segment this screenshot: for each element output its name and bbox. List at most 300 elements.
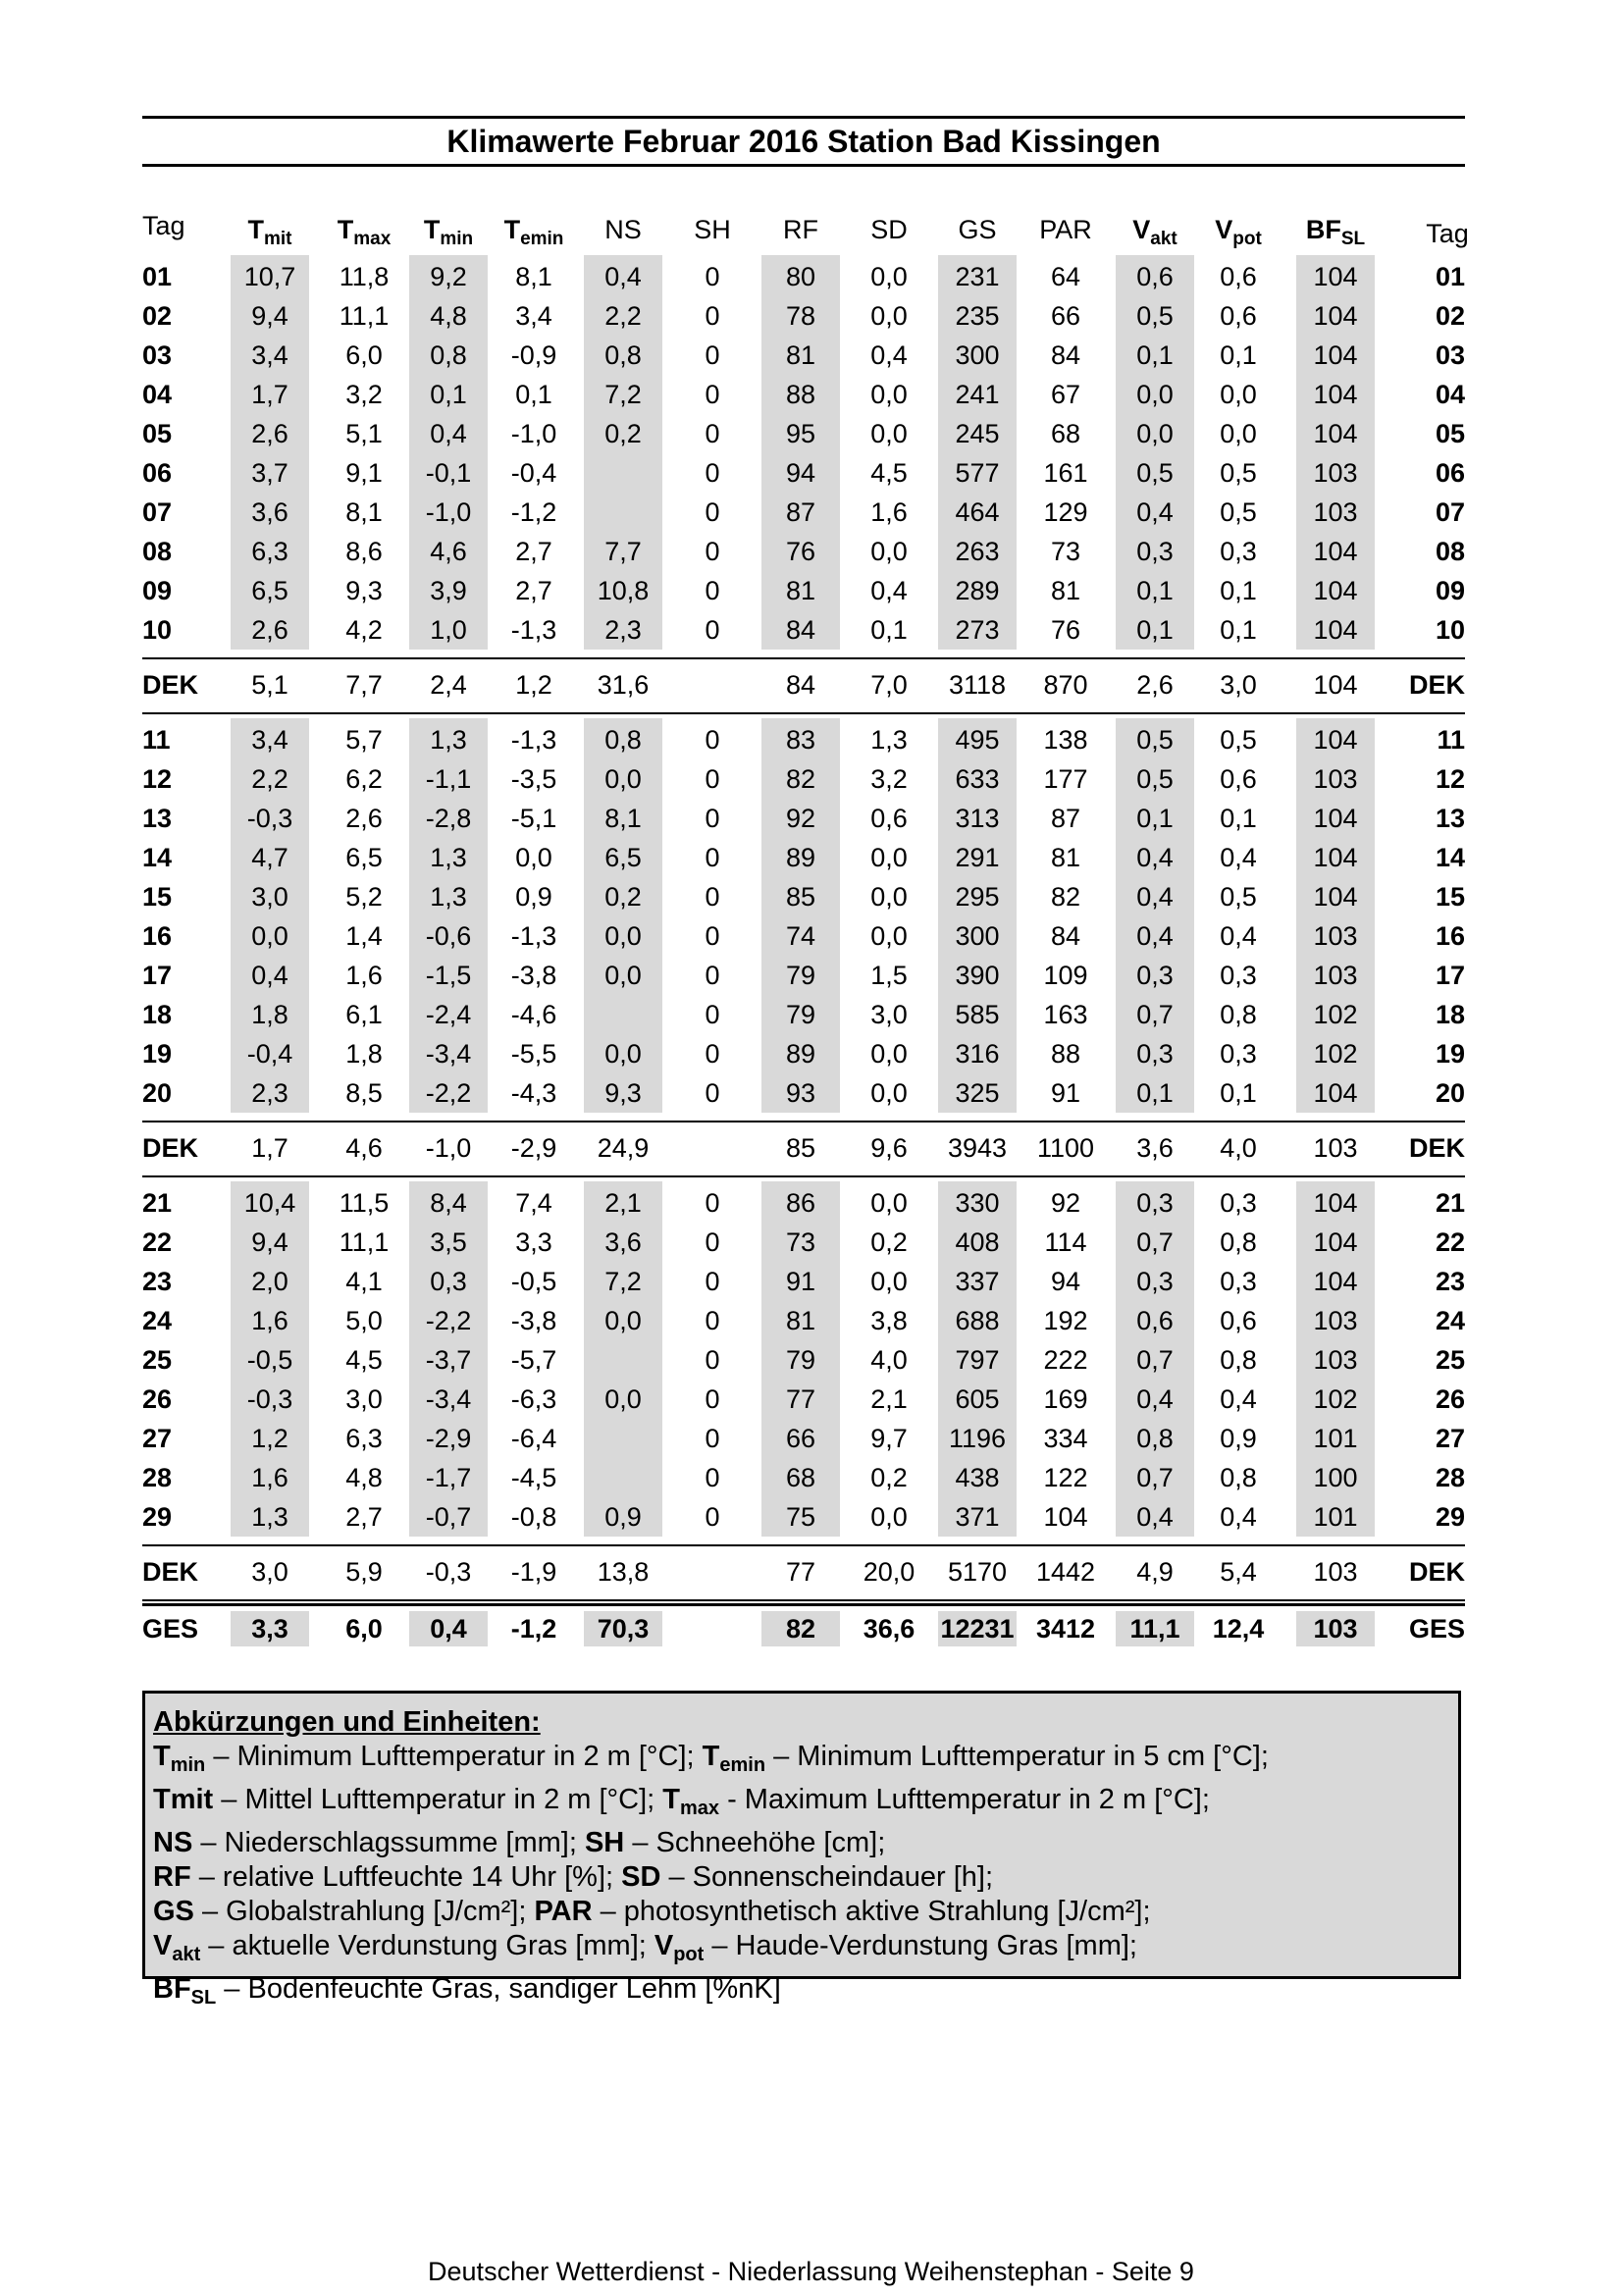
column-header-label: RF xyxy=(783,215,818,244)
table-row xyxy=(142,610,1465,650)
cell-vpot: 5,4 xyxy=(1220,1557,1257,1587)
cell-vakt: 0,4 xyxy=(1136,921,1174,951)
cell-vakt: 0,6 xyxy=(1136,262,1174,291)
cell-rf: 85 xyxy=(785,1133,816,1163)
cell-tmax: 8,1 xyxy=(345,497,383,527)
cell-ns: 0,0 xyxy=(604,1384,642,1414)
cell-tmit: 1,7 xyxy=(251,1133,288,1163)
cell-tag2: 12 xyxy=(1435,764,1465,794)
cell-vakt: 0,8 xyxy=(1136,1424,1174,1453)
cell-tmit: 4,7 xyxy=(251,843,288,872)
legend-text: – Sonnenscheindauer [h]; xyxy=(660,1861,994,1893)
table-row xyxy=(142,1458,1465,1497)
cell-tmax: 11,1 xyxy=(339,1227,390,1257)
cell-tmin: 4,8 xyxy=(430,301,467,331)
cell-vakt: 0,6 xyxy=(1136,1306,1174,1335)
cell-tmit: 6,5 xyxy=(251,576,288,605)
cell-rf: 84 xyxy=(785,615,816,645)
table-row xyxy=(142,720,1465,759)
cell-vpot: 0,6 xyxy=(1220,262,1257,291)
cell-rf: 73 xyxy=(785,1227,816,1257)
cell-tmax: 9,1 xyxy=(345,458,383,488)
cell-ns: 0,0 xyxy=(604,961,642,990)
cell-sh: 0 xyxy=(705,882,720,912)
cell-tag: 18 xyxy=(142,1000,173,1029)
cell-tmit: 1,6 xyxy=(251,1306,288,1335)
cell-tag2: DEK xyxy=(1408,1133,1465,1163)
cell-vpot: 0,4 xyxy=(1220,1502,1257,1532)
dekade-row xyxy=(142,665,1465,704)
cell-vpot: 0,1 xyxy=(1220,804,1257,833)
cell-vakt: 11,1 xyxy=(1129,1614,1180,1644)
cell-bf: 103 xyxy=(1313,458,1358,488)
cell-ns: 70,3 xyxy=(597,1614,650,1644)
cell-tmax: 6,0 xyxy=(345,1614,383,1644)
table-row xyxy=(142,493,1465,532)
cell-ns: 7,2 xyxy=(604,380,642,409)
cell-ns: 13,8 xyxy=(597,1557,650,1587)
cell-tmit: 2,0 xyxy=(251,1267,288,1296)
cell-par: 92 xyxy=(1050,1188,1081,1218)
cell-par: 177 xyxy=(1043,764,1088,794)
column-header-subscript: akt xyxy=(1150,229,1177,249)
legend-subscript: max xyxy=(679,1798,720,1819)
column-header-label: NS xyxy=(604,215,642,244)
cell-vpot: 0,1 xyxy=(1220,576,1257,605)
table-row xyxy=(142,571,1465,610)
cell-sh xyxy=(673,1552,752,1592)
cell-par: 129 xyxy=(1043,497,1088,527)
cell-temin: -5,5 xyxy=(510,1039,557,1069)
cell-sd: 0,0 xyxy=(870,1267,908,1296)
legend-text: – relative Luftfeuchte 14 Uhr [%]; xyxy=(190,1861,622,1893)
cell-bf: 103 xyxy=(1313,497,1358,527)
cell-tag: 03 xyxy=(142,340,173,370)
cell-tag2: 10 xyxy=(1435,615,1465,645)
cell-tmax: 6,3 xyxy=(345,1424,383,1453)
cell-vakt: 0,1 xyxy=(1136,1078,1174,1108)
legend-title: Abkürzungen und Einheiten: xyxy=(153,1706,541,1738)
cell-temin: -1,3 xyxy=(510,725,557,755)
cell-gs: 273 xyxy=(955,615,1000,645)
cell-bf: 104 xyxy=(1313,804,1358,833)
cell-vakt: 0,5 xyxy=(1136,725,1174,755)
cell-par: 222 xyxy=(1043,1345,1088,1375)
cell-rf: 78 xyxy=(785,301,816,331)
cell-gs: 1196 xyxy=(948,1424,1007,1453)
cell-sh: 0 xyxy=(705,1463,720,1492)
cell-gs: 316 xyxy=(955,1039,1000,1069)
cell-par: 88 xyxy=(1050,1039,1081,1069)
cell-vpot: 0,8 xyxy=(1220,1227,1257,1257)
cell-tmit: 3,0 xyxy=(251,882,288,912)
cell-rf: 79 xyxy=(785,1000,816,1029)
legend-text: – photosynthetisch aktive Strahlung [J/cm²]; xyxy=(592,1896,1151,1927)
cell-tmin: -1,5 xyxy=(425,961,472,990)
cell-sh: 0 xyxy=(705,615,720,645)
cell-sh: 0 xyxy=(705,1227,720,1257)
cell-ns: 24,9 xyxy=(597,1133,650,1163)
cell-rf: 74 xyxy=(785,921,816,951)
cell-vakt: 2,6 xyxy=(1136,670,1174,700)
cell-gs: 577 xyxy=(955,458,1000,488)
table-row xyxy=(142,956,1465,995)
cell-tmax: 6,5 xyxy=(345,843,383,872)
cell-tmin: 9,2 xyxy=(430,262,467,291)
column-header-label: GS xyxy=(958,215,997,244)
cell-tmax: 5,1 xyxy=(345,419,383,448)
cell-gs: 797 xyxy=(955,1345,1000,1375)
cell-sd: 0,0 xyxy=(870,1502,908,1532)
cell-vakt: 0,4 xyxy=(1136,1384,1174,1414)
cell-tmin: 4,6 xyxy=(430,537,467,566)
table-row xyxy=(142,414,1465,453)
cell-tag: GES xyxy=(142,1614,199,1644)
cell-par: 1442 xyxy=(1035,1557,1096,1587)
cell-rf: 87 xyxy=(785,497,816,527)
column-header-tmin xyxy=(409,206,488,253)
cell-gs: 5170 xyxy=(947,1557,1008,1587)
cell-sd: 0,0 xyxy=(870,301,908,331)
cell-sh: 0 xyxy=(705,419,720,448)
cell-tag: 02 xyxy=(142,301,173,331)
column-header-bf xyxy=(1295,206,1376,253)
column-header-label: V xyxy=(1215,215,1233,244)
cell-tag2: 28 xyxy=(1435,1463,1465,1492)
table-row xyxy=(142,759,1465,799)
cell-rf: 75 xyxy=(785,1502,816,1532)
legend-line xyxy=(153,1895,1450,1929)
cell-rf: 83 xyxy=(785,725,816,755)
column-header-temin xyxy=(493,206,575,253)
cell-tag2: 17 xyxy=(1435,961,1465,990)
cell-tag2: 13 xyxy=(1435,804,1465,833)
cell-tmit: -0,3 xyxy=(246,1384,293,1414)
cell-gs: 495 xyxy=(955,725,1000,755)
cell-tag2: 01 xyxy=(1435,262,1465,291)
cell-vakt: 0,5 xyxy=(1136,764,1174,794)
cell-tmin: 1,0 xyxy=(430,615,467,645)
divider xyxy=(142,1599,1465,1601)
legend-line xyxy=(153,1740,1450,1783)
cell-tmax: 5,2 xyxy=(345,882,383,912)
cell-temin: 0,9 xyxy=(515,882,552,912)
cell-rf: 94 xyxy=(785,458,816,488)
cell-temin: 7,4 xyxy=(515,1188,552,1218)
cell-tag2: 07 xyxy=(1435,497,1465,527)
legend-line xyxy=(153,1929,1450,1972)
cell-sh: 0 xyxy=(705,458,720,488)
cell-gs: 688 xyxy=(955,1306,1000,1335)
cell-tag: 26 xyxy=(142,1384,173,1414)
column-header-label: Tag xyxy=(1426,219,1469,248)
column-header-subscript: max xyxy=(353,229,392,249)
cell-vakt: 0,4 xyxy=(1136,497,1174,527)
cell-tmax: 4,6 xyxy=(345,1133,383,1163)
cell-vakt: 0,3 xyxy=(1136,1039,1174,1069)
column-header-rf xyxy=(761,206,840,253)
cell-rf: 92 xyxy=(785,804,816,833)
cell-tmit: 9,4 xyxy=(251,1227,288,1257)
cell-ns xyxy=(584,1340,662,1380)
cell-rf: 77 xyxy=(785,1557,816,1587)
cell-tmax: 9,3 xyxy=(345,576,383,605)
cell-vpot: 0,6 xyxy=(1220,301,1257,331)
cell-ns xyxy=(584,995,662,1034)
cell-tmax: 3,0 xyxy=(345,1384,383,1414)
column-header-subscript: SL xyxy=(1340,229,1366,249)
cell-par: 81 xyxy=(1050,843,1081,872)
cell-temin: -1,3 xyxy=(510,615,557,645)
cell-rf: 89 xyxy=(785,843,816,872)
cell-vpot: 0,8 xyxy=(1220,1345,1257,1375)
cell-bf: 104 xyxy=(1313,615,1358,645)
cell-tmit: 1,2 xyxy=(251,1424,288,1453)
column-header-label: Tag xyxy=(142,211,185,240)
cell-temin: 3,4 xyxy=(515,301,552,331)
cell-temin: -4,5 xyxy=(510,1463,557,1492)
column-header-sd xyxy=(850,206,928,253)
cell-sd: 1,3 xyxy=(870,725,908,755)
cell-ns xyxy=(584,493,662,532)
cell-bf: 104 xyxy=(1313,882,1358,912)
legend-term: NS xyxy=(153,1827,193,1858)
page-title: Klimawerte Februar 2016 Station Bad Kissingen xyxy=(142,116,1465,167)
cell-temin: -4,6 xyxy=(510,1000,557,1029)
cell-tag: DEK xyxy=(142,670,199,700)
cell-vpot: 0,4 xyxy=(1220,1384,1257,1414)
cell-temin: -1,3 xyxy=(510,921,557,951)
cell-rf: 82 xyxy=(785,764,816,794)
cell-bf: 104 xyxy=(1313,576,1358,605)
cell-par: 334 xyxy=(1043,1424,1088,1453)
table-row xyxy=(142,296,1465,336)
cell-par: 169 xyxy=(1043,1384,1088,1414)
cell-ns: 3,6 xyxy=(604,1227,642,1257)
cell-tmin: -2,2 xyxy=(425,1078,472,1108)
cell-par: 91 xyxy=(1050,1078,1081,1108)
cell-vpot: 0,1 xyxy=(1220,1078,1257,1108)
cell-bf: 104 xyxy=(1313,1078,1358,1108)
cell-ns: 2,2 xyxy=(604,301,642,331)
cell-tmin: -2,2 xyxy=(425,1306,472,1335)
cell-par: 81 xyxy=(1050,576,1081,605)
cell-tmax: 11,5 xyxy=(339,1188,390,1218)
legend-text: – Haude-Verdunstung Gras [mm]; xyxy=(704,1930,1137,1961)
cell-tag2: 23 xyxy=(1435,1267,1465,1296)
cell-sh: 0 xyxy=(705,1384,720,1414)
cell-tmin: 1,3 xyxy=(430,725,467,755)
column-header-tag2 xyxy=(1408,206,1487,253)
column-header-vpot xyxy=(1199,206,1278,253)
cell-tmit: 1,6 xyxy=(251,1463,288,1492)
legend-subscript: akt xyxy=(172,1944,201,1965)
cell-temin: -3,5 xyxy=(510,764,557,794)
cell-vakt: 0,5 xyxy=(1136,301,1174,331)
legend-subscript: pot xyxy=(673,1944,705,1965)
cell-ns: 0,8 xyxy=(604,725,642,755)
table-row xyxy=(142,1262,1465,1301)
cell-bf: 101 xyxy=(1313,1424,1358,1453)
cell-sd: 2,1 xyxy=(870,1384,908,1414)
column-header-vakt xyxy=(1116,206,1194,253)
cell-vakt: 0,5 xyxy=(1136,458,1174,488)
cell-tmin: -3,4 xyxy=(425,1384,472,1414)
legend-term: RF xyxy=(153,1861,191,1893)
cell-vakt: 0,0 xyxy=(1136,380,1174,409)
cell-tmin: -1,1 xyxy=(425,764,472,794)
cell-par: 73 xyxy=(1050,537,1081,566)
legend-term: PAR xyxy=(534,1896,593,1927)
cell-vakt: 0,3 xyxy=(1136,961,1174,990)
cell-vakt: 0,7 xyxy=(1136,1227,1174,1257)
cell-gs: 263 xyxy=(955,537,1000,566)
cell-sh: 0 xyxy=(705,1188,720,1218)
cell-tmit: -0,5 xyxy=(246,1345,293,1375)
table-row xyxy=(142,257,1465,296)
cell-vakt: 0,1 xyxy=(1136,804,1174,833)
cell-tmit: 1,3 xyxy=(251,1502,288,1532)
cell-tag2: DEK xyxy=(1408,670,1465,700)
cell-sh: 0 xyxy=(705,804,720,833)
legend-term: BF xyxy=(153,1973,191,2005)
cell-tmit: 2,6 xyxy=(251,615,288,645)
cell-temin: 3,3 xyxy=(515,1227,552,1257)
cell-temin: -1,9 xyxy=(510,1557,557,1587)
legend-line xyxy=(153,1826,1450,1860)
cell-vakt: 0,4 xyxy=(1136,843,1174,872)
cell-tmax: 5,9 xyxy=(345,1557,383,1587)
cell-vpot: 0,6 xyxy=(1220,1306,1257,1335)
cell-tag: 11 xyxy=(142,725,171,755)
legend-subscript: SL xyxy=(190,1987,217,2009)
cell-tmin: 0,4 xyxy=(430,419,467,448)
cell-gs: 633 xyxy=(955,764,1000,794)
column-header-label: SH xyxy=(694,215,731,244)
column-header-subscript: min xyxy=(440,229,474,249)
cell-sd: 0,0 xyxy=(870,1039,908,1069)
cell-tag: 15 xyxy=(142,882,173,912)
cell-tag: 07 xyxy=(142,497,173,527)
cell-temin: -1,0 xyxy=(510,419,557,448)
cell-rf: 88 xyxy=(785,380,816,409)
cell-vpot: 0,3 xyxy=(1220,1188,1257,1218)
cell-tag: 20 xyxy=(142,1078,173,1108)
legend-subscript: emin xyxy=(719,1754,766,1776)
cell-tmit: -0,4 xyxy=(246,1039,293,1069)
cell-tmit: 10,7 xyxy=(243,262,296,291)
cell-tmit: 9,4 xyxy=(251,301,288,331)
column-header-label: SD xyxy=(870,215,908,244)
cell-tmit: 5,1 xyxy=(251,670,288,700)
column-header-label: T xyxy=(503,215,521,244)
cell-sd: 20,0 xyxy=(863,1557,916,1587)
cell-gs: 390 xyxy=(955,961,1000,990)
cell-tmit: 3,4 xyxy=(251,725,288,755)
cell-sd: 0,4 xyxy=(870,576,908,605)
legend-term: V xyxy=(153,1930,173,1961)
cell-sd: 0,6 xyxy=(870,804,908,833)
cell-vpot: 0,8 xyxy=(1220,1463,1257,1492)
cell-vpot: 4,0 xyxy=(1220,1133,1257,1163)
cell-bf: 103 xyxy=(1313,921,1358,951)
cell-gs: 241 xyxy=(955,380,1000,409)
table-row xyxy=(142,1301,1465,1340)
cell-tmit: 6,3 xyxy=(251,537,288,566)
cell-bf: 104 xyxy=(1313,380,1358,409)
table-row xyxy=(142,1497,1465,1537)
cell-gs: 300 xyxy=(955,921,1000,951)
cell-tag: 12 xyxy=(142,764,173,794)
cell-tmax: 8,6 xyxy=(345,537,383,566)
cell-par: 68 xyxy=(1050,419,1081,448)
cell-sd: 3,2 xyxy=(870,764,908,794)
legend-text: – Minimum Lufttemperatur in 5 cm [°C]; xyxy=(765,1741,1269,1772)
cell-vakt: 0,0 xyxy=(1136,419,1174,448)
cell-ns: 2,3 xyxy=(604,615,642,645)
cell-tag: 05 xyxy=(142,419,173,448)
cell-tag: 25 xyxy=(142,1345,173,1375)
cell-rf: 86 xyxy=(785,1188,816,1218)
cell-par: 122 xyxy=(1043,1463,1088,1492)
cell-par: 64 xyxy=(1050,262,1081,291)
cell-vakt: 0,7 xyxy=(1136,1345,1174,1375)
cell-vpot: 0,4 xyxy=(1220,921,1257,951)
table-row xyxy=(142,1419,1465,1458)
cell-bf: 104 xyxy=(1313,301,1358,331)
cell-vpot: 0,1 xyxy=(1220,340,1257,370)
cell-sd: 36,6 xyxy=(863,1614,916,1644)
cell-tmax: 2,7 xyxy=(345,1502,383,1532)
cell-tmin: -3,4 xyxy=(425,1039,472,1069)
cell-bf: 103 xyxy=(1313,1614,1358,1644)
cell-tmit: 2,6 xyxy=(251,419,288,448)
cell-rf: 80 xyxy=(785,262,816,291)
cell-vakt: 3,6 xyxy=(1136,1133,1174,1163)
table-row xyxy=(142,1183,1465,1223)
cell-tag: 22 xyxy=(142,1227,173,1257)
cell-bf: 101 xyxy=(1313,1502,1358,1532)
cell-rf: 79 xyxy=(785,961,816,990)
cell-tag: 06 xyxy=(142,458,173,488)
cell-par: 870 xyxy=(1043,670,1088,700)
cell-tag2: 05 xyxy=(1435,419,1465,448)
divider xyxy=(142,1175,1465,1177)
cell-ns: 7,2 xyxy=(604,1267,642,1296)
column-header-sh xyxy=(673,206,752,253)
cell-gs: 291 xyxy=(955,843,1000,872)
column-header-subscript: emin xyxy=(520,229,564,249)
legend-term: SH xyxy=(584,1827,625,1858)
cell-tag: DEK xyxy=(142,1133,199,1163)
cell-gs: 313 xyxy=(955,804,1000,833)
cell-tag: 14 xyxy=(142,843,173,872)
cell-temin: -3,8 xyxy=(510,961,557,990)
cell-vpot: 0,1 xyxy=(1220,615,1257,645)
cell-tmin: 8,4 xyxy=(430,1188,467,1218)
cell-tmin: 0,1 xyxy=(430,380,467,409)
cell-sd: 4,5 xyxy=(870,458,908,488)
cell-tmit: 0,4 xyxy=(251,961,288,990)
cell-tmin: 3,9 xyxy=(430,576,467,605)
cell-sd: 0,0 xyxy=(870,921,908,951)
cell-tmax: 6,1 xyxy=(345,1000,383,1029)
cell-tag2: 16 xyxy=(1435,921,1465,951)
cell-temin: 8,1 xyxy=(515,262,552,291)
cell-gs: 464 xyxy=(955,497,1000,527)
cell-tmit: 1,7 xyxy=(251,380,288,409)
cell-par: 67 xyxy=(1050,380,1081,409)
